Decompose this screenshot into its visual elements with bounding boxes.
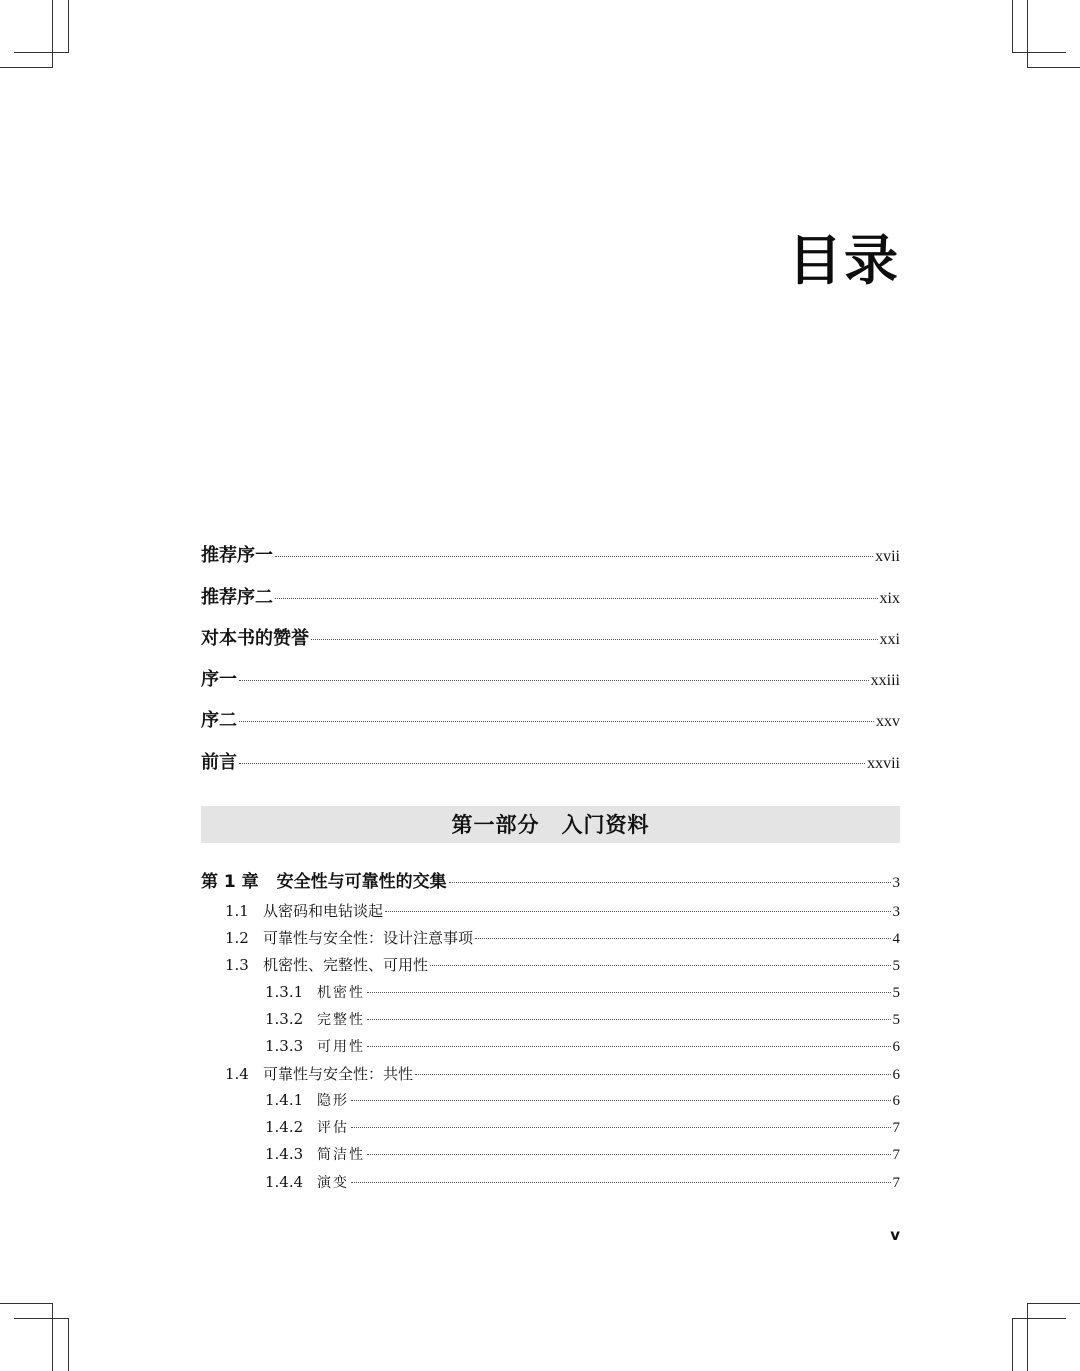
toc-entry-label: 序二 — [201, 710, 237, 731]
subsection-entry[interactable] — [265, 1144, 900, 1164]
crop-mark-bottom-left-v — [52, 1303, 53, 1371]
subsection-number: 1.4.4 — [265, 1173, 304, 1191]
crop-mark-top-right-h — [1027, 67, 1080, 68]
section-label — [225, 927, 473, 948]
toc-entry-label: 对本书的赞誉 — [201, 628, 309, 649]
subsection-title: 隐形 — [317, 1093, 349, 1109]
section-number: 1.1 — [225, 902, 249, 920]
subsection-number: 1.3.2 — [265, 1010, 304, 1028]
section-label — [225, 954, 428, 975]
crop-mark-top-left-v2 — [68, 0, 69, 53]
dot-leader — [367, 1046, 891, 1047]
toc-entry[interactable] — [201, 706, 900, 732]
page-number: v — [890, 1226, 900, 1244]
subsection-page: 6 — [892, 1039, 900, 1055]
subsection-title: 演变 — [317, 1175, 349, 1191]
toc-entry[interactable] — [201, 583, 900, 609]
crop-mark-bottom-right-h2 — [1012, 1318, 1066, 1319]
subsection-label — [265, 982, 365, 1002]
toc-entry[interactable] — [201, 748, 900, 774]
toc-entry-label: 序一 — [201, 669, 237, 690]
subsection-page: 6 — [892, 1093, 900, 1109]
section-label — [225, 1063, 413, 1084]
subsection-label — [265, 1036, 365, 1056]
crop-mark-top-right-h2 — [1012, 52, 1066, 53]
toc-entry-page: xxiii — [870, 672, 900, 689]
crop-mark-bottom-right-h — [1027, 1303, 1080, 1304]
crop-mark-bottom-right-v — [1027, 1303, 1028, 1371]
subsection-label — [265, 1172, 349, 1192]
subsection-title: 完整性 — [317, 1012, 365, 1028]
dot-leader — [311, 639, 878, 640]
section-number: 1.3 — [225, 956, 249, 974]
toc-entry-label: 推荐序二 — [201, 587, 273, 608]
dot-leader — [351, 1100, 891, 1101]
subsection-entry[interactable] — [265, 1090, 900, 1110]
subsection-page: 7 — [892, 1175, 900, 1191]
subsection-number: 1.3.3 — [265, 1037, 304, 1055]
subsection-page: 5 — [892, 985, 900, 1001]
dot-leader — [351, 1127, 891, 1128]
dot-leader — [385, 911, 890, 912]
section-page: 6 — [892, 1067, 900, 1083]
dot-leader — [475, 938, 890, 939]
crop-mark-bottom-left-h2 — [14, 1318, 68, 1319]
subsection-entry[interactable] — [265, 1009, 900, 1029]
crop-mark-top-right-v2 — [1012, 0, 1013, 53]
section-entry[interactable] — [225, 900, 900, 921]
toc-entry[interactable] — [201, 541, 900, 567]
toc-entry-page: xxvii — [867, 755, 900, 772]
subsection-title: 可用性 — [317, 1039, 365, 1055]
section-title: 从密码和电钻谈起 — [263, 902, 384, 920]
subsection-label — [265, 1117, 349, 1137]
dot-leader — [367, 1154, 891, 1155]
crop-mark-top-right-v — [1027, 0, 1028, 68]
toc-entry[interactable] — [201, 665, 900, 691]
subsection-page: 5 — [892, 1012, 900, 1028]
crop-mark-bottom-left-v2 — [68, 1318, 69, 1371]
toc-entry[interactable] — [201, 624, 900, 650]
crop-mark-bottom-right-v2 — [1012, 1318, 1013, 1371]
subsection-label — [265, 1009, 365, 1029]
dot-leader — [351, 1182, 891, 1183]
toc-entry-page: xvii — [875, 548, 900, 565]
dot-leader — [367, 992, 891, 993]
subsection-number: 1.4.2 — [265, 1118, 304, 1136]
subsection-entry[interactable] — [265, 1172, 900, 1192]
section-number: 1.4 — [225, 1065, 249, 1083]
subsection-title: 简洁性 — [317, 1147, 365, 1163]
dot-leader — [239, 680, 869, 681]
section-title: 可靠性与安全性：共性 — [263, 1065, 414, 1083]
dot-leader — [239, 763, 865, 764]
section-page: 5 — [892, 958, 900, 974]
chapter-page: 3 — [892, 875, 900, 891]
subsection-label — [265, 1090, 349, 1110]
subsection-entry[interactable] — [265, 1036, 900, 1056]
dot-leader — [430, 965, 890, 966]
toc-entry-page: xix — [879, 590, 900, 607]
crop-mark-top-left-v — [52, 0, 53, 68]
subsection-label — [265, 1144, 365, 1164]
subsection-entry[interactable] — [265, 1117, 900, 1137]
dot-leader — [275, 598, 878, 599]
toc-entry-label: 前言 — [201, 752, 237, 773]
dot-leader — [367, 1019, 891, 1020]
subsection-number: 1.4.1 — [265, 1091, 304, 1109]
dot-leader — [415, 1074, 890, 1075]
section-label — [225, 900, 383, 921]
chapter-title: 安全性与可靠性的交集 — [276, 872, 447, 892]
subsection-title: 评估 — [317, 1120, 349, 1136]
crop-mark-bottom-left-h — [0, 1303, 52, 1304]
section-entry[interactable] — [225, 954, 900, 975]
section-number: 1.2 — [225, 929, 249, 947]
dot-leader — [239, 721, 874, 722]
dot-leader — [275, 556, 873, 557]
section-page: 3 — [892, 904, 900, 920]
subsection-number: 1.3.1 — [265, 983, 304, 1001]
page-title: 目录 — [788, 229, 900, 292]
toc-entry-page: xxv — [876, 713, 900, 730]
toc-entry-page: xxi — [879, 631, 900, 648]
subsection-entry[interactable] — [265, 982, 900, 1002]
section-entry[interactable] — [225, 1063, 900, 1084]
chapter-label — [201, 867, 447, 892]
subsection-title: 机密性 — [317, 985, 365, 1001]
section-entry[interactable] — [225, 927, 900, 948]
part-banner: 第一部分 入门资料 — [201, 806, 900, 843]
crop-mark-top-left-h — [0, 67, 52, 68]
chapter-number: 第 1 章 — [201, 872, 259, 892]
subsection-page: 7 — [892, 1120, 900, 1136]
dot-leader — [449, 882, 891, 883]
section-title: 可靠性与安全性：设计注意事项 — [263, 929, 474, 947]
chapter-entry[interactable] — [201, 867, 900, 892]
subsection-page: 7 — [892, 1147, 900, 1163]
section-title: 机密性、完整性、可用性 — [263, 956, 429, 974]
subsection-number: 1.4.3 — [265, 1145, 304, 1163]
section-page: 4 — [892, 931, 900, 947]
crop-mark-top-left-h2 — [14, 52, 68, 53]
toc-entry-label: 推荐序一 — [201, 545, 273, 566]
